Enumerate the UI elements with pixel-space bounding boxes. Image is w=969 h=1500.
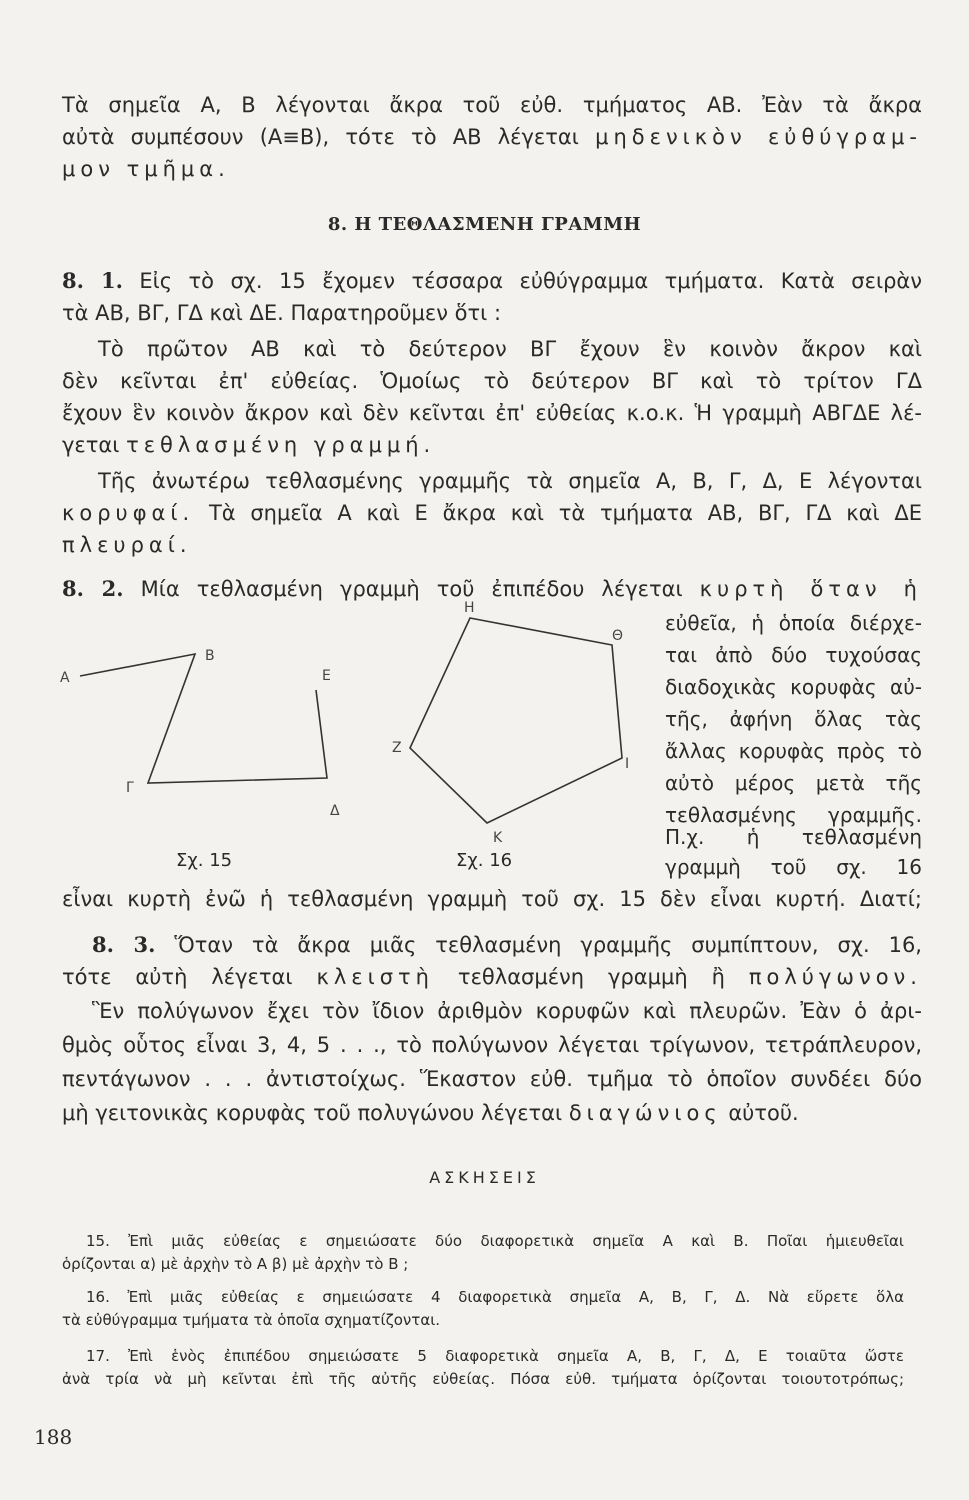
s83-line-2-text: τότε αὐτὴ λέγεται	[62, 965, 293, 989]
s83-line-5: πεντάγωνον . . . ἀντιστοίχως. Ἕκαστον εὐθ. τμῆμα τὸ ὁποῖον συνδέει δύο	[62, 1067, 922, 1091]
exercise-15-line-2: ὁρίζονται α) μὲ ἀρχὴν τὸ Α β) μὲ ἀρχὴν τὸ Β ;	[62, 1255, 409, 1273]
term-convex: κυρτὴ ὅταν ἡ	[699, 577, 922, 601]
s83-line-6-text: μὴ γειτονικὰς κορυφὰς τοῦ πολυγώνου λέγεται	[62, 1101, 563, 1125]
s81-line-4: δὲν κεῖνται ἐπ' εὐθείας. Ὁμοίως τὸ δεύτερον ΒΓ καὶ τὸ τρίτον ΓΔ	[62, 369, 922, 393]
exercise-16-line-1: 16. Ἐπὶ μιᾶς εὐθείας ε σημειώσατε 4 διαφορετικὰ σημεῖα Α, Β, Γ, Δ. Νὰ εὕρετε ὅλα	[86, 1288, 904, 1306]
s82-right-9: γραμμὴ τοῦ σχ. 16	[665, 855, 922, 879]
term-diagonal: διαγώνιος	[568, 1101, 722, 1125]
term-vertices: κορυφαί.	[62, 501, 195, 525]
intro-line-2-text: αὐτὰ συμπέσουν (Α≡Β), τότε τὸ ΑΒ λέγεται	[62, 125, 579, 149]
label-TH: Θ	[612, 628, 624, 644]
s82-last-line: εἶναι κυρτὴ ἐνῶ ἡ τεθλασμένη γραμμὴ τοῦ σχ. 15 δὲν εἶναι κυρτή. Διατί;	[62, 887, 922, 911]
s81-number: 8. 1.	[62, 268, 123, 293]
s82-right-6: αὐτὸ μέρος μετὰ τῆς	[665, 771, 922, 795]
s82-right-4: τῆς, ἀφήνη ὅλας τὰς	[665, 707, 922, 731]
s81-line-6-text: γεται	[62, 433, 120, 457]
s83-line-6-end: αὐτοῦ.	[728, 1101, 799, 1125]
term-zero-segment: μηδενικὸν εὐθύγραμ-	[595, 125, 922, 149]
term-broken-line: τεθλασμένη γραμμή.	[126, 433, 436, 457]
figure-15	[80, 654, 327, 783]
s81-line-1-text: Εἰς τὸ σχ. 15 ἔχομεν τέσσαρα εὐθύγραμμα τμήματα. Κατὰ σειρὰν	[139, 269, 922, 293]
s82-number: 8. 2.	[62, 576, 124, 601]
label-A: Α	[60, 670, 70, 686]
intro-line-1: Τὰ σημεῖα Α, Β λέγονται ἄκρα τοῦ εὐθ. τμήματος ΑΒ. Ἐὰν τὰ ἄκρα	[62, 93, 922, 117]
exercise-17-line-1: 17. Ἐπὶ ἑνὸς ἐπιπέδου σημειώσατε 5 διαφορετικὰ σημεῖα Α, Β, Γ, Δ, Ε τοιαῦτα ὥστε	[86, 1347, 904, 1365]
page-number: 188	[34, 1425, 73, 1449]
s83-line-1-text: Ὅταν τὰ ἄκρα μιᾶς τεθλασμένη γραμμῆς συμπίπτουν, σχ. 16,	[174, 933, 922, 957]
s82-right-8: Π.χ. ἡ τεθλασμένη	[665, 825, 922, 849]
term-closed: κλειστὴ	[316, 965, 434, 989]
exercise-17-line-2: ἀνὰ τρία νὰ μὴ κεῖνται ἐπὶ τῆς αὐτῆς εὐθείας. Πόσα εὐθ. τμήματα ὁρίζονται τοιουτοτρόπως;	[62, 1370, 904, 1388]
s82-line-1-text: Μία τεθλασμένη γραμμὴ τοῦ ἐπιπέδου λέγεται	[140, 577, 683, 601]
term-polygon: πολύγωνον.	[748, 965, 922, 989]
s83-number: 8. 3.	[92, 932, 156, 957]
s81-line-5: ἔχουν ἓν κοινὸν ἄκρον καὶ δὲν κεῖνται ἐπ' εὐθείας κ.ο.κ. Ἡ γραμμὴ ΑΒΓΔΕ λέ-	[62, 401, 922, 425]
s83-line-1	[92, 930, 922, 960]
intro-line-3: μον τμῆμα.	[62, 157, 230, 181]
figure-16	[410, 618, 622, 823]
s83-line-2-text-b: τεθλασμένη γραμμὴ ἢ	[457, 965, 725, 989]
section-title: 8. Η ΤΕΘΛΑΣΜΕΝΗ ΓΡΑΜΜΗ	[327, 214, 642, 235]
label-I: Ι	[625, 756, 630, 772]
s82-right-7: τεθλασμένης γραμμῆς.	[665, 803, 922, 827]
exercise-16-line-2: τὰ εὐθύγραμμα τμήματα τὰ ὁποῖα σχηματίζονται.	[62, 1311, 441, 1329]
s83-line-3: Ἓν πολύγωνον ἔχει τὸν ἴδιον ἀριθμὸν κορυφῶν καὶ πλευρῶν. Ἐὰν ὁ ἀρι-	[92, 999, 922, 1023]
exercises-title: ΑΣΚΗΣΕΙΣ	[429, 1168, 540, 1187]
pentagon-polygon	[410, 618, 622, 823]
s81-line-8-text: Τὰ σημεῖα Α καὶ Ε ἄκρα καὶ τὰ τμήματα ΑΒ, ΒΓ, ΓΔ καὶ ΔΕ	[208, 501, 922, 525]
s83-line-6	[62, 1098, 922, 1128]
s83-line-2	[62, 962, 922, 992]
label-E: Ε	[322, 668, 331, 684]
figure-16-caption: Σχ. 16	[456, 850, 513, 871]
s82-right-2: ται ἀπὸ δύο τυχούσας	[665, 643, 922, 667]
label-H: Η	[464, 600, 475, 616]
s82-right-3: διαδοχικὰς κορυφὰς αὐ-	[665, 675, 922, 699]
s81-line-2: τὰ ΑΒ, ΒΓ, ΓΔ καὶ ΔΕ. Παρατηροῦμεν ὅτι :	[62, 301, 502, 325]
label-B: Β	[205, 648, 215, 664]
s81-line-7: Τῆς ἀνωτέρω τεθλασμένης γραμμῆς τὰ σημεῖα Α, Β, Γ, Δ, Ε λέγονται	[98, 469, 922, 493]
s82-right-1: εὐθεῖα, ἡ ὁποία διέρχε-	[665, 611, 922, 635]
label-D: Δ	[330, 803, 340, 819]
broken-line-abgde	[80, 654, 327, 783]
s83-line-4: θμὸς οὗτος εἶναι 3, 4, 5 . . ., τὸ πολύγωνον λέγεται τρίγωνον, τετράπλευρον,	[62, 1033, 922, 1057]
figure-15-caption: Σχ. 15	[176, 850, 233, 871]
exercise-15-line-1: 15. Ἐπὶ μιᾶς εὐθείας ε σημειώσατε δύο διαφορετικὰ σημεῖα Α καὶ Β. Ποῖαι ἡμιευθεῖαι	[86, 1232, 904, 1250]
s81-line-9: πλευραί.	[62, 533, 192, 557]
label-Z: Ζ	[392, 740, 402, 756]
label-G: Γ	[126, 780, 134, 796]
s81-line-3: Τὸ πρῶτον ΑΒ καὶ τὸ δεύτερον ΒΓ ἔχουν ἓν κοινὸν ἄκρον καὶ	[98, 337, 922, 361]
label-K: Κ	[493, 830, 503, 846]
s82-right-5: ἄλλας κορυφὰς πρὸς τὸ	[665, 739, 922, 763]
